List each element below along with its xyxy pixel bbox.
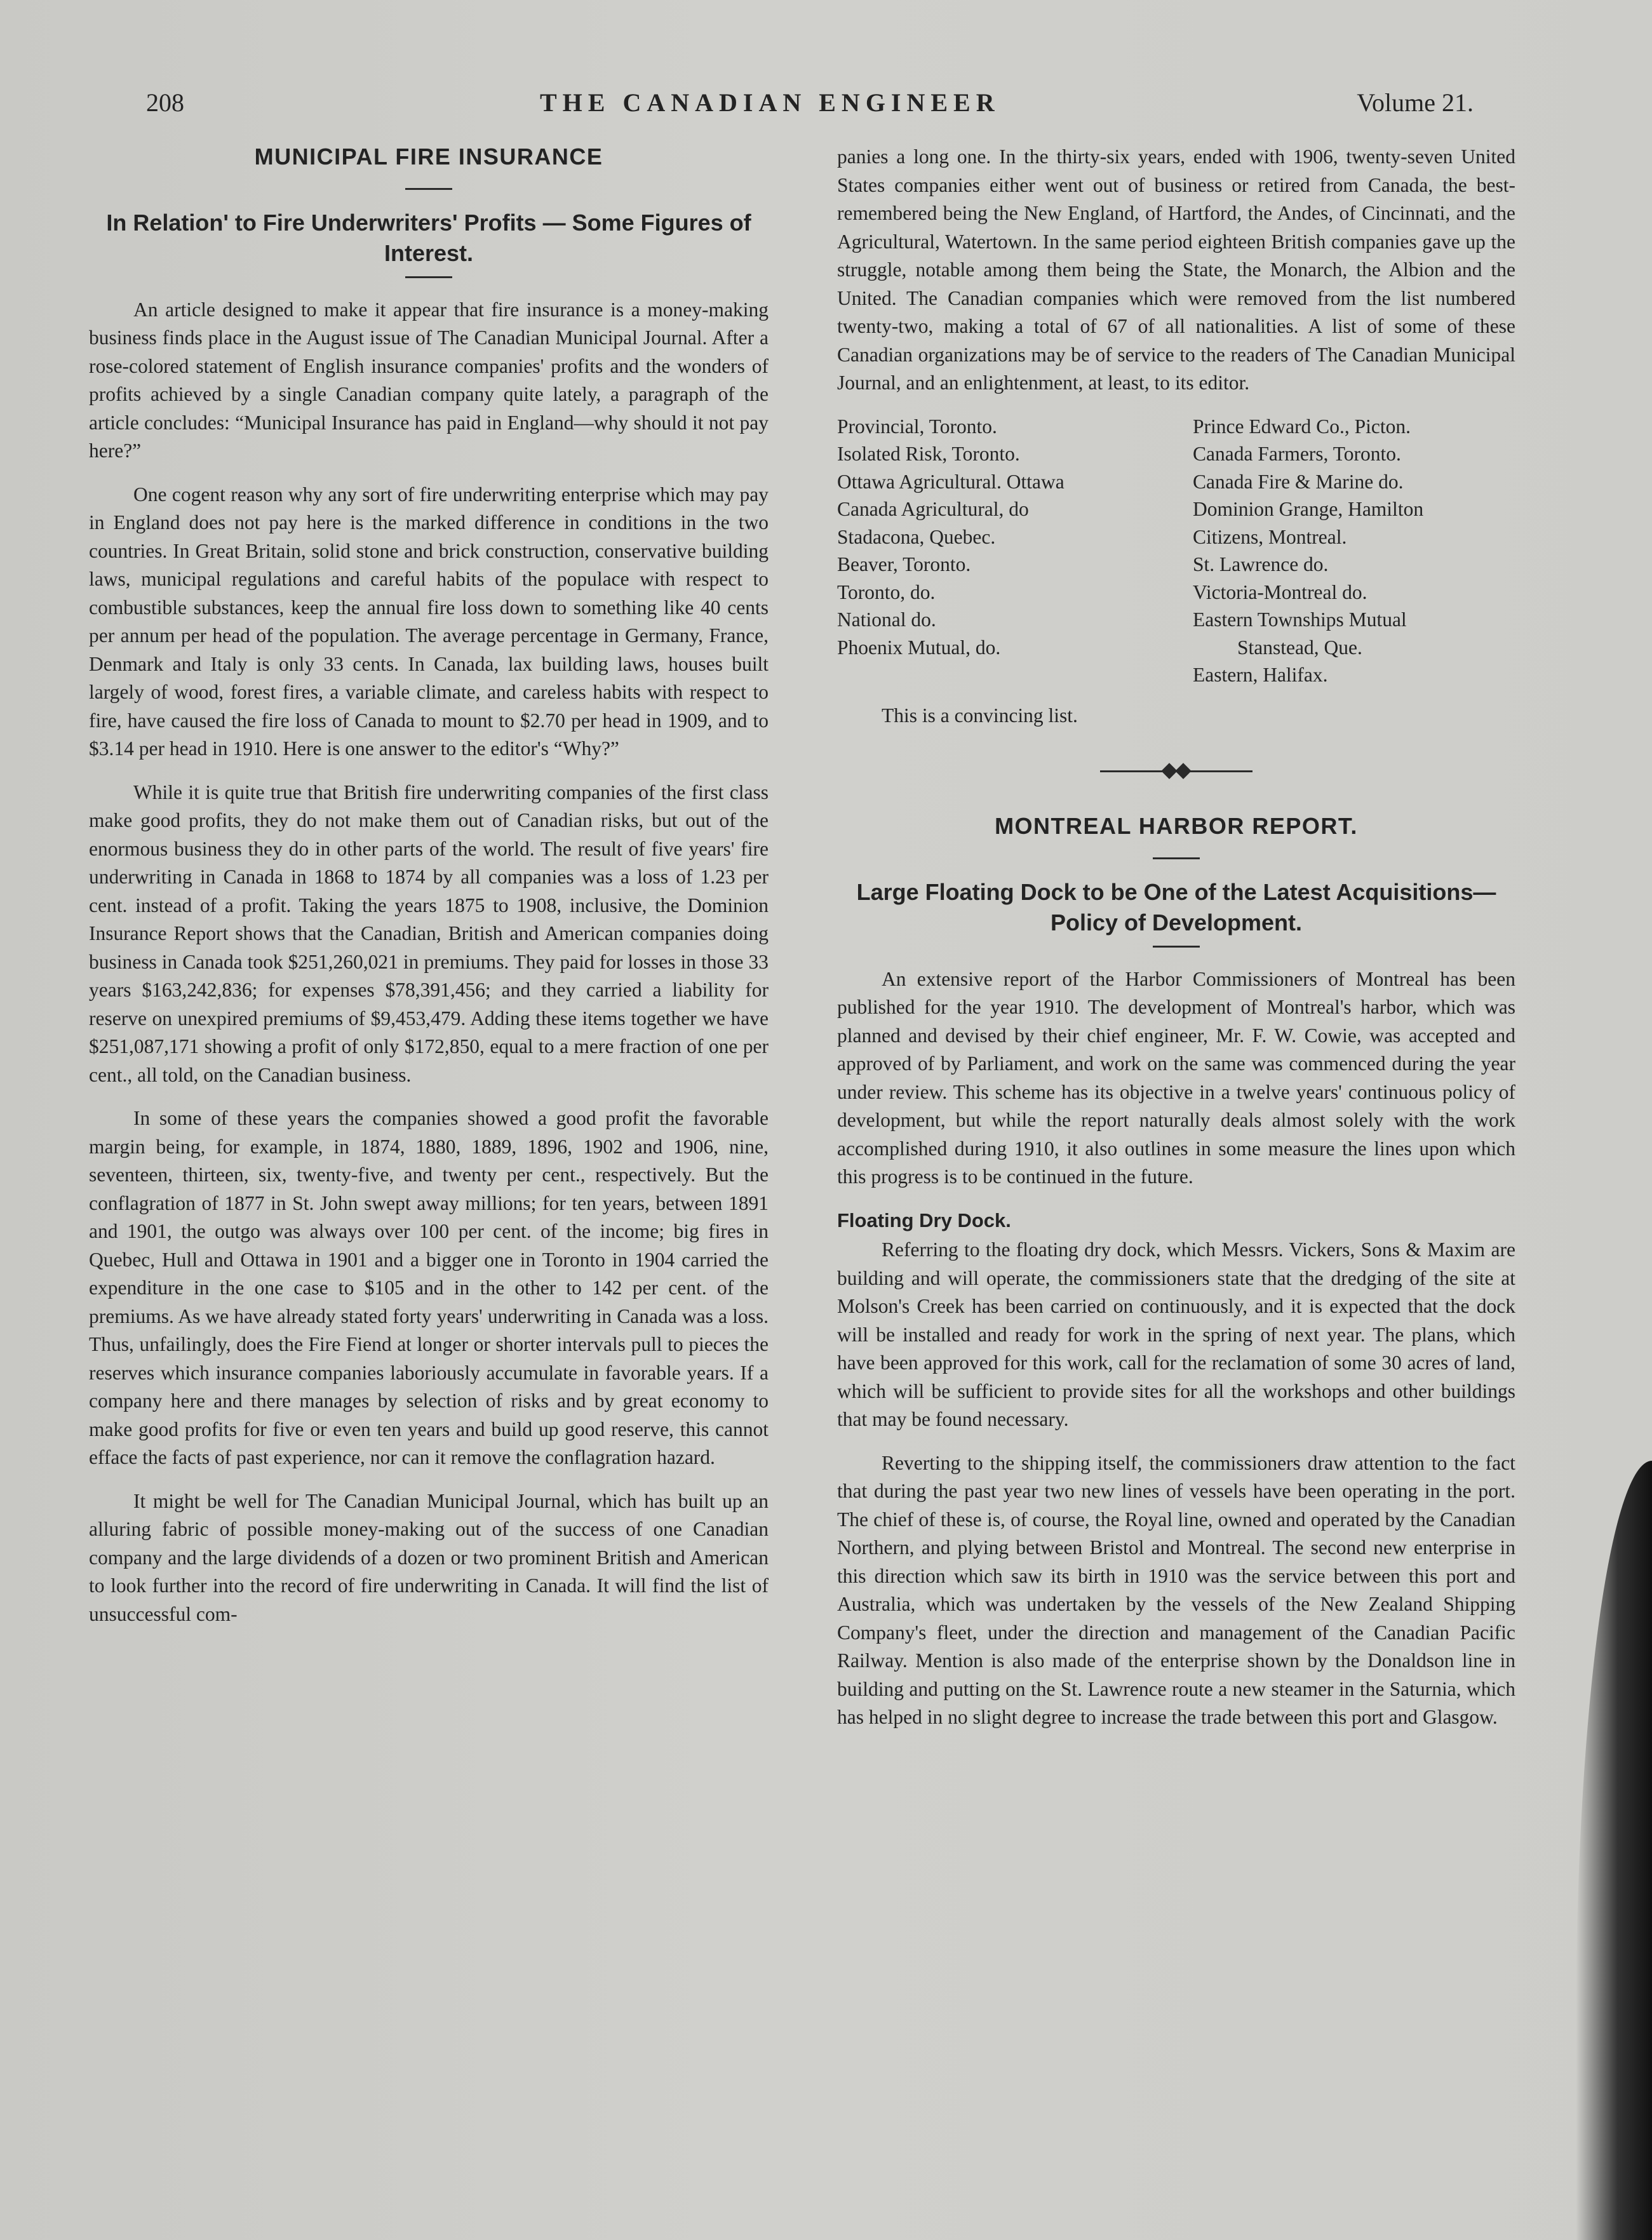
left-column (89, 143, 769, 1644)
article2-subtitle: Large Floating Dock to be One of the Latest Acquisitions—Policy of Development. (856, 878, 1496, 936)
list-item: Citizens, Montreal. (1193, 525, 1347, 548)
subtitle-rule (1153, 946, 1200, 948)
article1-paragraph: While it is quite true that British fire underwriting companies of the first class make good profits, they do not make them out of Canadian risks, but out of the enormous business they do in other parts of the world. The result of five years' fire underwriting in Canada in 1868 to 1874 by all companies was a loss of 1.23 per cent. instead of a profit. Taking the years 1875 to 1908, inclusive, the Dominion Insurance Report shows that the Canadian, British and American companies doing business in Canada took $251,260,021 in premiums. They paid for losses in those 33 years $163,242,836; for expenses $78,391,456; and they carried a liability for reserve on unexpired premiums of $9,453,479. Adding these items together we have $251,087,171 showing a profit of only $172,850, equal to a mere fraction of one per cent., all told, on the Canadian business. (89, 781, 769, 1086)
title-rule (405, 188, 452, 190)
list-item: Canada Fire & Marine do. (1193, 470, 1404, 493)
title-rule (1153, 857, 1200, 859)
section-divider-ornament (1100, 761, 1252, 781)
right-column (837, 143, 1515, 1747)
article1-paragraph: An article designed to make it appear that fire insurance is a money-making business finds place in the August issue of The Canadian Municipal Journal. After a rose-colored statement of English insurance companies' profits and the wonders of profits achieved by a single Canadian company quite lately, a paragraph of the article concludes: “Municipal Insurance has paid in England—why should it not pay here?” (89, 298, 769, 462)
list-item: Prince Edward Co., Picton. (1193, 415, 1411, 438)
book-spine-shadow (1576, 1461, 1652, 2240)
company-list (837, 413, 1515, 689)
list-item: Stanstead, Que. (1237, 636, 1362, 659)
article1-closing: This is a convincing list. (882, 704, 1078, 727)
page-number: 208 (146, 88, 184, 117)
list-item: Toronto, do. (837, 580, 936, 603)
list-item: National do. (837, 608, 936, 631)
company-list-left (837, 413, 1193, 689)
journal-title: THE CANADIAN ENGINEER (540, 88, 1000, 117)
article2-intro: An extensive report of the Harbor Commissioners of Montreal has been published for the year 1910. The development of Montreal's harbor, which was planned and devised by their chief engineer, Mr. F. W. Cowie, was accepted and approved of by Parliament, and work on the same was commenced during the year under review. This scheme has its objective in a twelve years' continuous policy of development, but while the report naturally deals almost solely with the work accomplished during 1910, it also outlines in some measure the lines upon which this progress is to be continued in the future. (837, 967, 1515, 1188)
article1-title: MUNICIPAL FIRE INSURANCE (254, 144, 603, 170)
list-item: Victoria-Montreal do. (1193, 580, 1367, 603)
running-header (127, 88, 1474, 126)
list-item: Isolated Risk, Toronto. (837, 443, 1020, 465)
list-item: Beaver, Toronto. (837, 553, 971, 575)
article1-paragraph: One cogent reason why any sort of fire underwriting enterprise which may pay in England does not pay here is the marked difference in conditions in the two countries. In Great Britain, solid stone and brick construction, conservative building laws, municipal regulations and careful habits of the populace with respect to combustible substances, keep the annual fire loss down to something like 40 cents per annum per head of the population. The average percentage in Germany, France, Denmark and Italy is only 33 cents. In Canada, lax building laws, houses built largely of wood, forest fires, a variable climate, and careless habits with respect to fire, have caused the fire loss of Canada to mount to $2.70 per head in 1909, and to $3.14 per head in 1910. Here is one answer to the editor's “Why?” (89, 483, 769, 760)
article1-paragraph: It might be well for The Canadian Municipal Journal, which has built up an alluring fabric of possible money-making out of the success of one Canadian company and the large dividends of a dozen or two prominent British and American to look further into the record of fire underwriting in Canada. It will find the list of unsuccessful com- (89, 1489, 769, 1625)
subtitle-rule (405, 276, 452, 278)
article1-subtitle: In Relation' to Fire Underwriters' Profits — Some Figures of Interest. (106, 209, 751, 266)
volume-label: Volume 21. (1357, 88, 1474, 117)
list-item: Provincial, Toronto. (837, 415, 997, 438)
list-item: St. Lawrence do. (1193, 553, 1329, 575)
list-item: Eastern Townships Mutual (1193, 608, 1407, 631)
company-list-right (1193, 413, 1523, 689)
article1-paragraph: In some of these years the companies showed a good profit the favorable margin being, for example, in 1874, 1880, 1889, 1896, 1902 and 1906, nine, seventeen, thirteen, six, twenty-five, and twenty per cent., respectively. But the conflagration of 1877 in St. John swept away millions; for ten years, between 1891 and 1901, the outgo was always over 100 per cent. of the income; big fires in Quebec, Hull and Ottawa in 1901 and a bigger one in Toronto in 1904 carried the expenditure in the one case to $105 and in the other to 142 per cent. of the premiums. As we have already stated forty years' underwriting in Canada was a loss. Thus, unfailingly, does the Fire Fiend at longer or shorter intervals pull to pieces the reserves which insurance companies laboriously accumulate in favorable years. If a company here and there manages by selection of risks and by great economy to make good profits for five or even ten years and build up good reserve, this cannot efface the facts of past experience, nor can it remove the conflagration hazard. (89, 1107, 769, 1468)
list-item: Ottawa Agricultural. Ottawa (837, 470, 1064, 493)
list-item: Stadacona, Quebec. (837, 525, 996, 548)
article2-paragraph: Referring to the floating dry dock, which Messrs. Vickers, Sons & Maxim are building and will operate, the commissioners state that the dredging of the site at Molson's Creek has been carried on continuously, and it is expected that the dock will be installed and ready for work in the spring of next year. The plans, which have been approved for this work, call for the reclamation of some 30 acres of land, which will be sufficient to provide sites for all the workshops and other buildings that may be found necessary. (837, 1238, 1515, 1430)
article2-paragraph: Reverting to the shipping itself, the commissioners draw attention to the fact that during the past year two new lines of vessels have been operating in the port. The chief of these is, of course, the Royal line, owned and operated by the Canadian Northern, and plying between Bristol and Montreal. The second new enterprise in this direction which saw its birth in 1910 was the service between this port and Australia, which was undertaken by the vessels of the New Zealand Shipping Company's fleet, under the direction and management of the Canadian Pacific Railway. Mention is also made of the enterprise shown by the Donaldson line in building and putting on the St. Lawrence route a new steamer in the Saturnia, which has helped in no slight degree to increase the trade between this port and Glasgow. (837, 1451, 1515, 1728)
article1-continuation: panies a long one. In the thirty-six years, ended with 1906, twenty-seven United States companies either went out of business or retired from Canada, the best-remembered being the New England, of Hartford, the Andes, of Cincinnati, and the Agricultural, Watertown. In the same period eighteen British companies gave up the struggle, notable among them being the State, the Monarch, the Albion and the United. The Canadian companies which were removed from the list numbered twenty-two, making a total of 67 of all nationalities. A list of some of these Canadian organizations may be of service to the readers of The Canadian Municipal Journal, and an enlightenment, at least, to its editor. (837, 145, 1515, 394)
list-item: Phoenix Mutual, do. (837, 636, 1001, 659)
section-heading: Floating Dry Dock. (837, 1209, 1011, 1231)
list-item: Canada Farmers, Toronto. (1193, 443, 1401, 465)
article2-title: MONTREAL HARBOR REPORT. (995, 813, 1358, 839)
list-item: Canada Agricultural, do (837, 498, 1029, 520)
list-item: Dominion Grange, Hamilton (1193, 498, 1424, 520)
list-item: Eastern, Halifax. (1193, 664, 1328, 686)
